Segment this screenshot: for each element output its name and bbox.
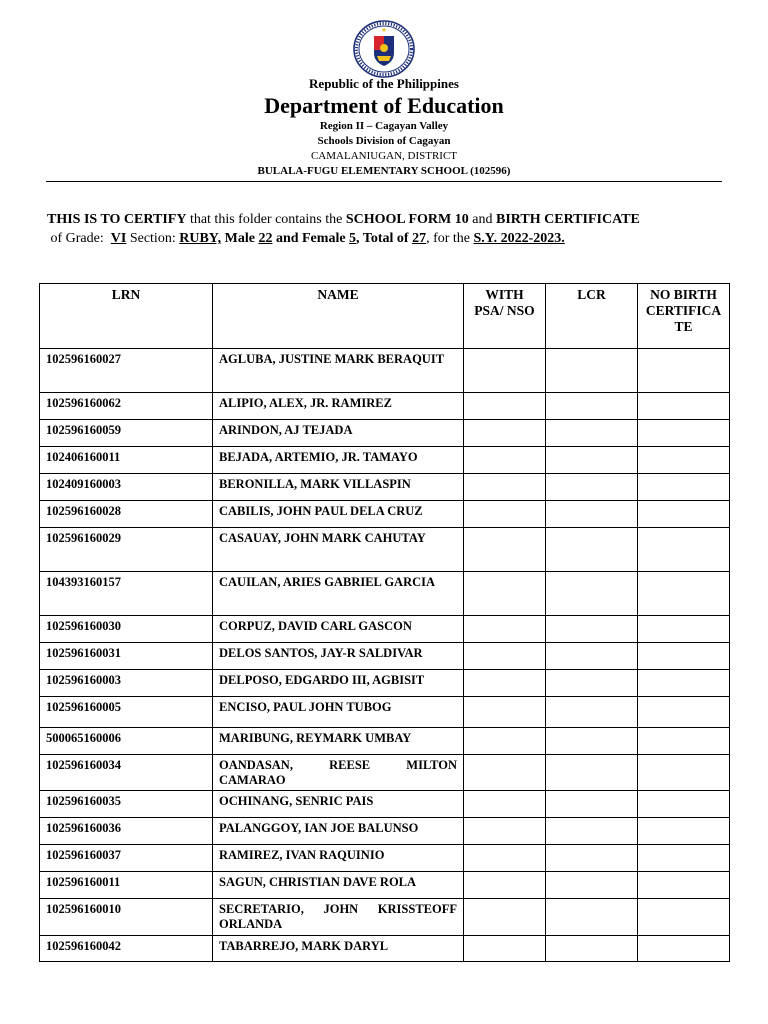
lcr-cell bbox=[546, 755, 638, 791]
no-birth-certificate-cell bbox=[638, 670, 730, 697]
col-header-no-birth-certificate: NO BIRTH CERTIFICA TE bbox=[638, 284, 730, 349]
col-header-name: NAME bbox=[213, 284, 464, 349]
table-row bbox=[40, 616, 730, 643]
psa-nso-cell bbox=[464, 572, 546, 616]
name-cell: TABARREJO, MARK DARYL bbox=[213, 936, 464, 962]
no-birth-certificate-cell bbox=[638, 501, 730, 528]
name-cell: BEJADA, ARTEMIO, JR. TAMAYO bbox=[213, 447, 464, 474]
no-birth-certificate-cell bbox=[638, 755, 730, 791]
lcr-cell bbox=[546, 697, 638, 728]
header-republic: Republic of the Philippines bbox=[309, 76, 459, 91]
cert-total: 27 bbox=[412, 231, 427, 246]
no-birth-certificate-cell bbox=[638, 447, 730, 474]
no-birth-certificate-cell bbox=[638, 643, 730, 670]
table-row bbox=[40, 872, 730, 899]
lcr-cell bbox=[546, 393, 638, 420]
no-birth-certificate-cell bbox=[638, 845, 730, 872]
cert-text: , for the bbox=[426, 231, 474, 246]
cert-birth: BIRTH CERTIFICATE bbox=[495, 212, 640, 227]
lcr-cell bbox=[546, 474, 638, 501]
table-row bbox=[40, 572, 730, 616]
psa-nso-cell bbox=[464, 349, 546, 393]
no-birth-certificate-cell bbox=[638, 474, 730, 501]
cert-grade: VI bbox=[110, 231, 127, 246]
lrn-cell: 102596160028 bbox=[40, 501, 213, 528]
lrn-cell: 102596160031 bbox=[40, 643, 213, 670]
table-row bbox=[40, 670, 730, 697]
psa-nso-cell bbox=[464, 474, 546, 501]
psa-nso-cell bbox=[464, 528, 546, 572]
table-row bbox=[40, 447, 730, 474]
no-birth-certificate-cell bbox=[638, 899, 730, 936]
lcr-cell bbox=[546, 845, 638, 872]
lrn-cell: 102596160042 bbox=[40, 936, 213, 962]
header-division: Schools Division of Cagayan bbox=[317, 135, 451, 147]
name-cell: ENCISO, PAUL JOHN TUBOG bbox=[213, 697, 464, 728]
table-row bbox=[40, 697, 730, 728]
header-school: BULALA-FUGU ELEMENTARY SCHOOL (102596) bbox=[257, 165, 511, 177]
table-row bbox=[40, 643, 730, 670]
psa-nso-cell bbox=[464, 393, 546, 420]
lcr-cell bbox=[546, 670, 638, 697]
psa-nso-cell bbox=[464, 899, 546, 936]
psa-nso-cell bbox=[464, 936, 546, 962]
table-row bbox=[40, 501, 730, 528]
cert-text: Male bbox=[221, 231, 259, 246]
certification-statement bbox=[47, 210, 727, 248]
psa-nso-cell bbox=[464, 616, 546, 643]
cert-text: and Female bbox=[272, 231, 350, 246]
header-department: Department of Education bbox=[264, 93, 504, 118]
table-row bbox=[40, 528, 730, 572]
no-birth-certificate-cell bbox=[638, 393, 730, 420]
lcr-cell bbox=[546, 818, 638, 845]
name-cell: AGLUBA, JUSTINE MARK BERAQUIT bbox=[213, 349, 464, 393]
lrn-cell: 102596160062 bbox=[40, 393, 213, 420]
cert-text: that this folder contains the bbox=[186, 212, 346, 227]
header-divider bbox=[46, 181, 722, 182]
lcr-cell bbox=[546, 791, 638, 818]
no-birth-certificate-cell bbox=[638, 528, 730, 572]
lcr-cell bbox=[546, 643, 638, 670]
lcr-cell bbox=[546, 528, 638, 572]
lrn-cell: 102596160005 bbox=[40, 697, 213, 728]
no-birth-certificate-cell bbox=[638, 697, 730, 728]
table-row bbox=[40, 791, 730, 818]
name-cell: OANDASAN, REESE MILTON CAMARAO bbox=[213, 755, 464, 791]
col-header-psa-nso: WITH PSA/ NSO bbox=[464, 284, 546, 349]
psa-nso-cell bbox=[464, 872, 546, 899]
lrn-cell: 102596160059 bbox=[40, 420, 213, 447]
lcr-cell bbox=[546, 899, 638, 936]
table-row bbox=[40, 349, 730, 393]
psa-nso-cell bbox=[464, 791, 546, 818]
lrn-cell: 102596160036 bbox=[40, 818, 213, 845]
table-row bbox=[40, 728, 730, 755]
no-birth-certificate-cell bbox=[638, 616, 730, 643]
no-birth-certificate-cell bbox=[638, 728, 730, 755]
cert-text: and bbox=[468, 212, 496, 227]
psa-nso-cell bbox=[464, 697, 546, 728]
lrn-cell: 102596160037 bbox=[40, 845, 213, 872]
name-cell: ARINDON, AJ TEJADA bbox=[213, 420, 464, 447]
no-birth-certificate-cell bbox=[638, 791, 730, 818]
psa-nso-cell bbox=[464, 755, 546, 791]
lrn-cell: 102596160010 bbox=[40, 899, 213, 936]
no-birth-certificate-cell bbox=[638, 420, 730, 447]
table-row bbox=[40, 474, 730, 501]
col-header-lrn: LRN bbox=[40, 284, 213, 349]
lcr-cell bbox=[546, 936, 638, 962]
lrn-cell: 102406160011 bbox=[40, 447, 213, 474]
psa-nso-cell bbox=[464, 818, 546, 845]
name-cell: CABILIS, JOHN PAUL DELA CRUZ bbox=[213, 501, 464, 528]
lcr-cell bbox=[546, 447, 638, 474]
name-cell: CORPUZ, DAVID CARL GASCON bbox=[213, 616, 464, 643]
table-row bbox=[40, 845, 730, 872]
psa-nso-cell bbox=[464, 643, 546, 670]
table-row bbox=[40, 899, 730, 936]
table-row bbox=[40, 393, 730, 420]
table-row bbox=[40, 818, 730, 845]
name-cell: DELOS SANTOS, JAY-R SALDIVAR bbox=[213, 643, 464, 670]
lrn-cell: 102596160003 bbox=[40, 670, 213, 697]
name-cell: ALIPIO, ALEX, JR. RAMIREZ bbox=[213, 393, 464, 420]
psa-nso-cell bbox=[464, 670, 546, 697]
cert-section: RUBY, bbox=[179, 231, 222, 246]
lcr-cell bbox=[546, 349, 638, 393]
cert-form: SCHOOL FORM 10 bbox=[345, 212, 469, 227]
cert-text: Section: bbox=[126, 231, 180, 246]
cert-female: 5 bbox=[349, 231, 357, 246]
lrn-cell: 102409160003 bbox=[40, 474, 213, 501]
cert-school-year: S.Y. 2022-2023. bbox=[473, 231, 565, 246]
cert-lead: THIS IS TO CERTIFY bbox=[47, 212, 187, 227]
name-cell: PALANGGOY, IAN JOE BALUNSO bbox=[213, 818, 464, 845]
lrn-cell: 102596160030 bbox=[40, 616, 213, 643]
lrn-cell: 102596160011 bbox=[40, 872, 213, 899]
name-cell: BERONILLA, MARK VILLASPIN bbox=[213, 474, 464, 501]
lcr-cell bbox=[546, 572, 638, 616]
name-cell: OCHINANG, SENRIC PAIS bbox=[213, 791, 464, 818]
lcr-cell bbox=[546, 728, 638, 755]
student-roster-table bbox=[39, 283, 730, 962]
psa-nso-cell bbox=[464, 728, 546, 755]
lcr-cell bbox=[546, 872, 638, 899]
name-cell: MARIBUNG, REYMARK UMBAY bbox=[213, 728, 464, 755]
name-cell: SAGUN, CHRISTIAN DAVE ROLA bbox=[213, 872, 464, 899]
no-birth-certificate-cell bbox=[638, 936, 730, 962]
roster-body bbox=[40, 349, 730, 962]
lrn-cell: 102596160034 bbox=[40, 755, 213, 791]
psa-nso-cell bbox=[464, 845, 546, 872]
psa-nso-cell bbox=[464, 420, 546, 447]
no-birth-certificate-cell bbox=[638, 349, 730, 393]
table-row bbox=[40, 420, 730, 447]
header-district: CAMALANIUGAN, DISTRICT bbox=[310, 150, 458, 162]
psa-nso-cell bbox=[464, 447, 546, 474]
lrn-cell: 500065160006 bbox=[40, 728, 213, 755]
lrn-cell: 102596160027 bbox=[40, 349, 213, 393]
cert-text: of Grade: bbox=[47, 231, 111, 246]
header-region: Region II – Cagayan Valley bbox=[319, 120, 449, 132]
lcr-cell bbox=[546, 420, 638, 447]
no-birth-certificate-cell bbox=[638, 572, 730, 616]
name-cell: DELPOSO, EDGARDO III, AGBISIT bbox=[213, 670, 464, 697]
deped-seal-logo bbox=[352, 20, 416, 78]
table-row bbox=[40, 936, 730, 962]
psa-nso-cell bbox=[464, 501, 546, 528]
no-birth-certificate-cell bbox=[638, 872, 730, 899]
name-cell: RAMIREZ, IVAN RAQUINIO bbox=[213, 845, 464, 872]
lcr-cell bbox=[546, 616, 638, 643]
cert-text: , Total of bbox=[356, 231, 413, 246]
lrn-cell: 102596160035 bbox=[40, 791, 213, 818]
lrn-cell: 104393160157 bbox=[40, 572, 213, 616]
lrn-cell: 102596160029 bbox=[40, 528, 213, 572]
name-cell: CASAUAY, JOHN MARK CAHUTAY bbox=[213, 528, 464, 572]
lcr-cell bbox=[546, 501, 638, 528]
name-cell: CAUILAN, ARIES GABRIEL GARCIA bbox=[213, 572, 464, 616]
col-header-lcr: LCR bbox=[546, 284, 638, 349]
table-row bbox=[40, 755, 730, 791]
no-birth-certificate-cell bbox=[638, 818, 730, 845]
cert-male: 22 bbox=[258, 231, 273, 246]
name-cell: SECRETARIO, JOHN KRISSTEOFF ORLANDA bbox=[213, 899, 464, 936]
